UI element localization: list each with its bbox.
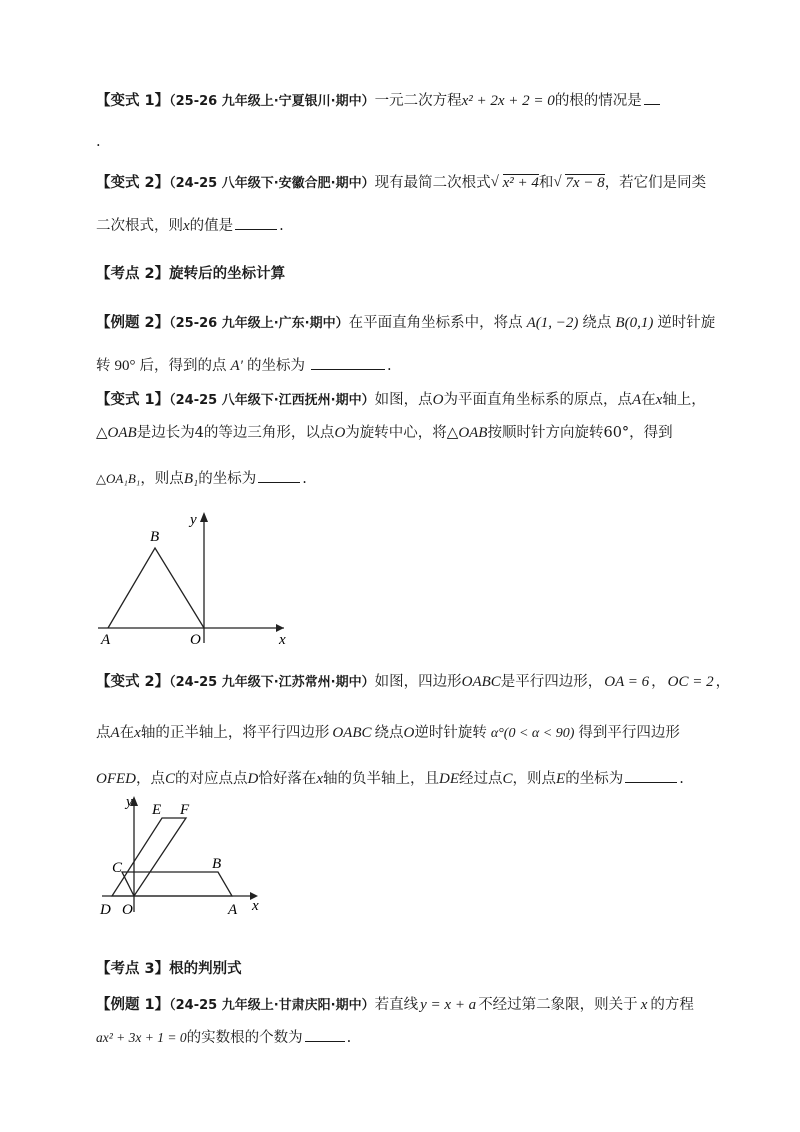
point-b: B(0,1) — [615, 315, 654, 331]
question-text: 轴的正半轴上，将平行四边形 — [140, 725, 330, 741]
question-text: ，若它们是同类 — [604, 175, 707, 191]
answer-blank[interactable] — [625, 768, 677, 783]
question-tag: 【例题 1】 — [96, 997, 170, 1013]
triangle-edges — [108, 548, 204, 628]
variable: x — [640, 997, 648, 1013]
label-y: y — [190, 512, 197, 528]
question-text: 如图，四边形 — [374, 674, 462, 690]
triangle-oab: △OAB — [446, 425, 488, 441]
question-text: 逆时针旋转 — [414, 725, 487, 741]
eq-oc: OC = 2 — [667, 674, 714, 690]
answer-blank[interactable] — [258, 468, 300, 483]
question-text: ，点 — [136, 771, 165, 787]
point-a: A(1, −2) — [526, 315, 579, 331]
var-x: x — [655, 392, 663, 408]
period: . — [302, 471, 307, 487]
question-text: 是平行四边形， — [500, 674, 603, 690]
label-O: O — [122, 902, 133, 918]
answer-blank[interactable] — [311, 355, 385, 370]
label-x: x — [279, 632, 286, 648]
question-variant-2-line2 — [96, 723, 680, 744]
question-text: 如图，点 — [374, 392, 433, 408]
trailing-period: . — [96, 134, 101, 150]
comma: ， — [651, 674, 666, 690]
point-a-prime: A′ — [230, 358, 243, 374]
question-variant-1-line3 — [96, 468, 307, 489]
question-text: 的值是 — [189, 218, 234, 234]
question-text: 逆时针旋 — [657, 315, 716, 331]
question-text: 点 — [96, 725, 111, 741]
radicand: x² + 4 — [502, 175, 539, 191]
question-text: 为平面直角坐标系的原点，点 — [443, 392, 632, 408]
figure-triangle-oab — [98, 508, 298, 648]
parallelogram-ofed — [112, 818, 186, 896]
comma: ， — [715, 674, 731, 690]
figure-parallelogram — [98, 790, 278, 920]
question-text: 后，得到的点 — [139, 358, 227, 374]
question-text: 轴上， — [662, 392, 706, 408]
label-A: A — [101, 632, 111, 648]
question-text: 的实数根的个数为 — [186, 1030, 303, 1046]
question-text: ，则点 — [512, 771, 557, 787]
question-text: 转 — [96, 358, 111, 374]
question-source: （24-25 八年级下·江西抚州·期中） — [169, 393, 375, 408]
label-O: O — [190, 632, 201, 648]
period: . — [346, 1030, 352, 1046]
equation: x² + 2x + 2 = 0 — [461, 93, 555, 109]
label-F: F — [180, 802, 190, 818]
y-axis-arrow-icon — [200, 512, 208, 522]
question-text: 现有最简二次根式 — [374, 175, 491, 191]
question-text: 的根的情况是 — [554, 93, 642, 109]
x-axis-arrow-icon — [276, 624, 284, 632]
question-text: 绕点 — [374, 725, 404, 741]
var-D: D — [247, 771, 259, 787]
answer-blank[interactable] — [644, 90, 660, 105]
angle-range: α°(0 < α < 90) — [490, 726, 575, 741]
question-tag: 【变式 1】 — [96, 93, 170, 109]
var-A: A — [631, 392, 642, 408]
question-text: 在平面直角坐标系中，将点 — [348, 315, 523, 331]
period: . — [386, 358, 392, 374]
var-B1: B₁ — [183, 471, 199, 487]
quad-oabc: OABC — [461, 674, 501, 690]
question-tag: 【变式 2】 — [96, 175, 170, 191]
label-C: C — [112, 860, 123, 876]
label-D: D — [100, 902, 111, 918]
sqrt-sign-icon: √ — [553, 174, 562, 190]
variable: x — [183, 218, 190, 234]
section-heading-discriminant: 【考点 3】根的判别式 — [96, 961, 242, 977]
question-variant-1-triangle — [96, 390, 706, 411]
label-y: y — [126, 794, 133, 810]
question-variant-2-parallelogram — [96, 672, 730, 693]
question-tag: 【变式 2】 — [96, 674, 170, 690]
question-text: 若直线 — [374, 997, 419, 1013]
label-B: B — [212, 856, 222, 872]
question-text: 在 — [641, 392, 656, 408]
question-variant-1-roots — [96, 90, 662, 112]
period: . — [679, 771, 684, 787]
question-text: 为旋转中心，将 — [345, 425, 447, 441]
answer-blank[interactable] — [235, 215, 277, 230]
var-C: C — [502, 771, 513, 787]
question-example-2-line2 — [96, 355, 392, 376]
question-text: 一元二次方程 — [374, 93, 462, 109]
sqrt-sign-icon: √ — [490, 174, 499, 190]
question-tag: 【变式 1】 — [96, 392, 170, 408]
parallelogram-oabc — [122, 872, 232, 896]
question-text: 不经过第二象限，则关于 — [478, 997, 638, 1013]
angle: 90° — [114, 358, 136, 374]
var-E: E — [556, 771, 566, 787]
question-text: 的对应点点 — [175, 771, 248, 787]
radicand: 7x − 8 — [565, 175, 605, 191]
question-text: 的坐标为 — [565, 771, 624, 787]
question-text: 在 — [119, 725, 135, 741]
question-text: 的坐标为 — [246, 358, 305, 374]
question-text: 和 — [538, 175, 554, 191]
question-text: 绕点 — [582, 315, 612, 331]
question-variant-2-line3 — [96, 768, 684, 789]
question-text: 经过点 — [459, 771, 503, 787]
eq-oa: OA = 6 — [604, 674, 650, 690]
label-B: B — [150, 529, 160, 545]
label-A: A — [228, 902, 238, 918]
triangle-oa1b1: △OA₁B₁ — [96, 471, 141, 486]
label-E: E — [152, 802, 162, 818]
question-source: （25-26 九年级上·广东·期中） — [169, 316, 349, 331]
question-text: 轴的负半轴上，且 — [323, 771, 440, 787]
radical-1 — [490, 174, 539, 191]
var-O: O — [403, 725, 415, 741]
question-tag: 【例题 2】 — [96, 315, 170, 331]
question-example-1-discriminant — [96, 995, 694, 1016]
question-variant-2-radicals — [96, 173, 706, 194]
var-O: O — [432, 392, 444, 408]
segment-de: DE — [439, 771, 460, 787]
var-O: O — [334, 425, 346, 441]
label-x: x — [252, 898, 259, 914]
question-text: 恰好落在 — [258, 771, 317, 787]
var-A: A — [110, 725, 120, 741]
section-heading-rotation: 【考点 2】旋转后的坐标计算 — [96, 266, 286, 282]
question-variant-2-line2 — [96, 215, 284, 236]
question-variant-1-line2 — [96, 423, 673, 443]
question-text: 按顺时针方向旋转60°，得到 — [487, 425, 673, 441]
answer-blank[interactable] — [305, 1027, 345, 1042]
question-source: （25-26 九年级上·宁夏银川·期中） — [169, 94, 375, 109]
var-x: x — [134, 725, 141, 741]
question-text: 的方程 — [650, 997, 694, 1013]
equation: ax² + 3x + 1 = 0 — [96, 1030, 187, 1045]
question-source: （24-25 八年级下·安徽合肥·期中） — [169, 176, 375, 191]
var-x: x — [316, 771, 324, 787]
question-source: （24-25 九年级下·江苏常州·期中） — [169, 675, 375, 690]
quad-ofed: OFED — [96, 771, 136, 787]
question-text: 的坐标为 — [198, 471, 257, 487]
quad-oabc: OABC — [332, 725, 372, 741]
question-text: ，则点 — [140, 471, 184, 487]
triangle-oab: △OAB — [96, 425, 137, 441]
period: . — [279, 218, 284, 234]
var-C: C — [165, 771, 176, 787]
question-example-2-rotation — [96, 313, 715, 334]
question-text: 二次根式，则 — [96, 218, 183, 234]
radical-2 — [553, 174, 605, 191]
question-text: 是边长为4的等边三角形，以点 — [136, 425, 335, 441]
question-source: （24-25 九年级上·甘肃庆阳·期中） — [169, 998, 375, 1013]
line-equation: y = x + a — [420, 997, 477, 1013]
question-text: 得到平行四边形 — [578, 725, 680, 741]
question-example-1-line2 — [96, 1027, 351, 1048]
